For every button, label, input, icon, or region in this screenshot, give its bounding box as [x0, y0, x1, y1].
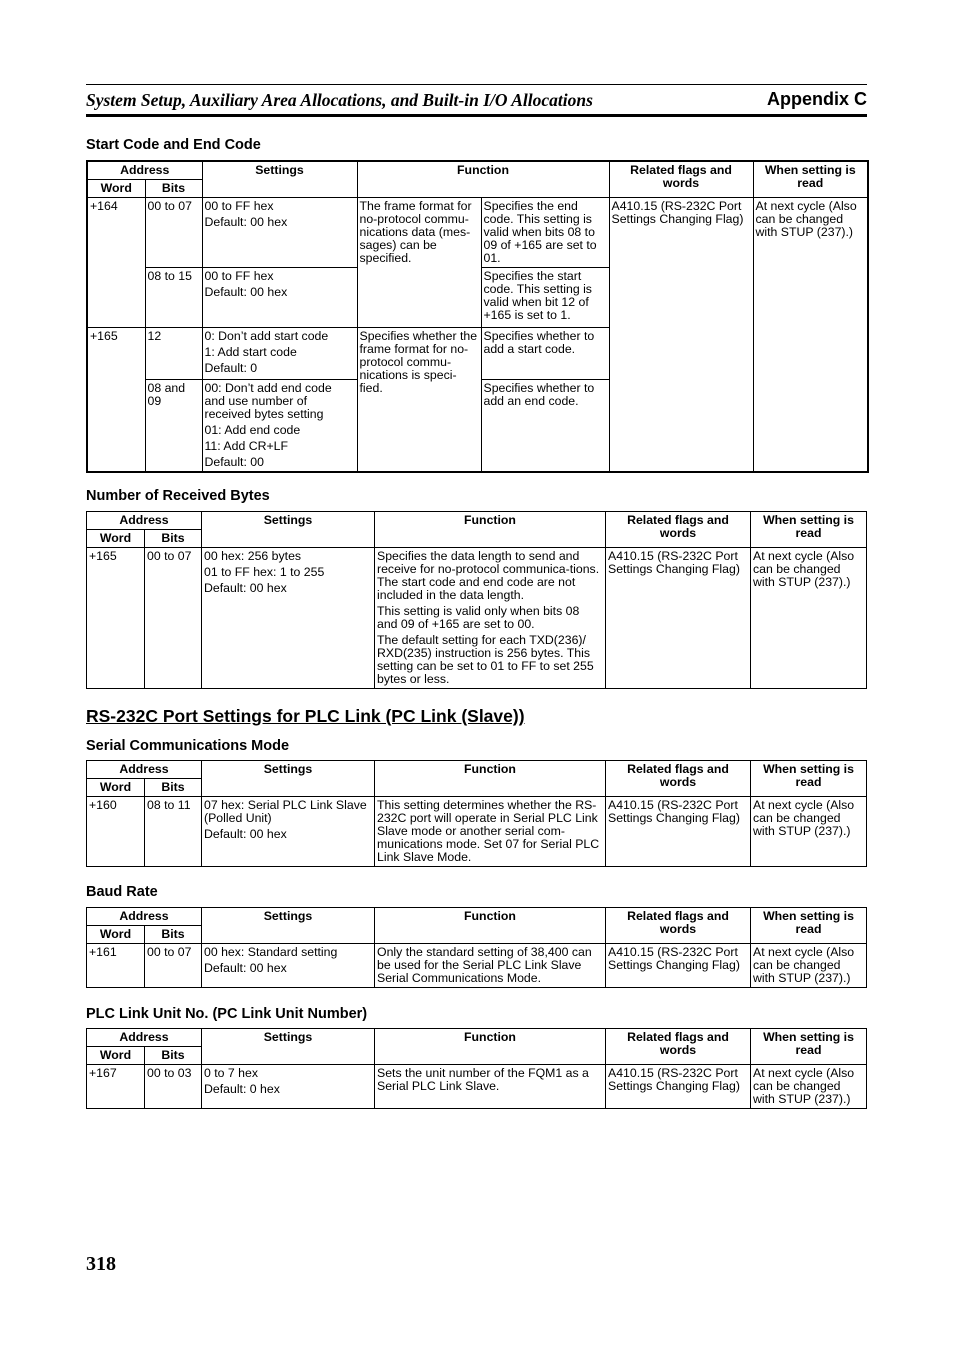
setting-line: 00 hex: 256 bytes — [204, 549, 302, 563]
cell-function: Specifies whether to add a start code. — [481, 328, 609, 380]
cell-bits: 00 to 07 — [145, 198, 202, 268]
col-when: When setting is read — [751, 512, 867, 548]
table-header-row — [87, 512, 867, 530]
cell-when: At next cycle (Also can be changed with STUP (237).) — [751, 548, 867, 689]
function-paragraph: The default setting for each TXD(236)/ RXD(235) instruction is 256 bytes. This setting can be set to 01 to FF to set 255 bytes or less. — [377, 633, 594, 686]
table-row — [87, 1065, 867, 1109]
setting-line: Default: 0 hex — [204, 1082, 280, 1096]
section-heading-start-end-code: Start Code and End Code — [86, 137, 261, 153]
col-when: When setting is read — [751, 761, 867, 797]
col-settings: Settings — [202, 512, 375, 548]
cell-related: A410.15 (RS-232C Port Settings Changing Flag) — [606, 548, 751, 689]
function-paragraph: This setting is valid only when bits 08 and 09 of +165 are set to 00. — [377, 604, 580, 631]
col-word: Word — [87, 180, 145, 198]
col-bits: Bits — [145, 926, 202, 944]
cell-function — [375, 548, 606, 689]
cell-function: Specifies the end code. This setting is valid when bits 08 to 09 of +165 are set to 01. — [481, 198, 609, 268]
setting-line: 11: Add CR+LF — [204, 439, 289, 453]
col-word: Word — [87, 926, 145, 944]
setting-line: 01: Add end code — [204, 423, 301, 437]
cell-bits: 08 to 11 — [145, 797, 202, 867]
col-bits: Bits — [145, 530, 202, 548]
col-bits: Bits — [145, 779, 202, 797]
col-related: Related flags and words — [606, 1029, 751, 1065]
table-start-end-code — [86, 160, 869, 473]
cell-word: +160 — [87, 797, 145, 867]
col-address: Address — [87, 908, 202, 926]
section-heading-plc-link: RS-232C Port Settings for PLC Link (PC Link (Slave)) — [86, 706, 525, 726]
col-settings: Settings — [202, 1029, 375, 1065]
cell-function: This setting determines whether the RS-232C port will operate in Serial PLC Link Slave mode or another serial com-munications mode. Set 07 for Serial PLC Link Slave Mode. — [375, 797, 606, 867]
cell-when: At next cycle (Also can be changed with STUP (237).) — [753, 198, 868, 473]
col-settings: Settings — [202, 908, 375, 944]
setting-line: Default: 0 — [204, 361, 258, 375]
cell-word: +167 — [87, 1065, 145, 1109]
cell-when: At next cycle (Also can be changed with STUP (237).) — [751, 1065, 867, 1109]
cell-bits: 08 to 15 — [145, 268, 202, 328]
cell-settings — [202, 198, 357, 268]
cell-function-common: The frame format for no-protocol commu-nications data (mes-sages) can be specified. — [357, 198, 481, 328]
col-word: Word — [87, 1047, 145, 1065]
setting-line: 1: Add start code — [204, 345, 297, 359]
cell-settings — [202, 944, 375, 988]
setting-line: Default: 00 hex — [204, 827, 287, 841]
col-related: Related flags and words — [606, 761, 751, 797]
cell-bits: 08 and 09 — [145, 380, 202, 473]
cell-function: Sets the unit number of the FQM1 as a Serial PLC Link Slave. — [375, 1065, 606, 1109]
table-header-row — [87, 761, 867, 779]
setting-line: 00 to FF hex — [204, 269, 274, 283]
col-when: When setting is read — [751, 908, 867, 944]
cell-related: A410.15 (RS-232C Port Settings Changing Flag) — [609, 198, 753, 473]
col-settings: Settings — [202, 161, 357, 198]
cell-settings — [202, 548, 375, 689]
appendix-label: Appendix C — [766, 89, 867, 109]
cell-word: +161 — [87, 944, 145, 988]
table-row — [87, 944, 867, 988]
col-function: Function — [375, 761, 606, 797]
col-bits: Bits — [145, 180, 202, 198]
page-number: 318 — [86, 1253, 116, 1275]
cell-function-common: Specifies whether the frame format for no-protocol commu-nications is speci-fied. — [357, 328, 481, 473]
running-header-title: System Setup, Auxiliary Area Allocations, and Built-in I/O Allocations — [86, 90, 593, 110]
table-row — [87, 548, 867, 689]
cell-function: Specifies the start code. This setting is valid when bit 12 of +165 is set to 1. — [481, 268, 609, 328]
cell-function: Only the standard setting of 38,400 can be used for the Serial PLC Link Slave Serial Communications Mode. — [375, 944, 606, 988]
section-heading-received-bytes: Number of Received Bytes — [86, 488, 270, 504]
col-related: Related flags and words — [606, 908, 751, 944]
col-address: Address — [87, 161, 202, 180]
cell-settings — [202, 797, 375, 867]
col-settings: Settings — [202, 761, 375, 797]
col-bits: Bits — [145, 1047, 202, 1065]
setting-line: 07 hex: Serial PLC Link Slave (Polled Unit) — [204, 798, 367, 825]
setting-line: Default: 00 hex — [204, 215, 288, 229]
col-function: Function — [375, 908, 606, 944]
cell-word: +165 — [87, 548, 145, 689]
col-function: Function — [357, 161, 609, 198]
setting-line: Default: 00 hex — [204, 581, 287, 595]
col-address: Address — [87, 512, 202, 530]
col-when: When setting is read — [753, 161, 868, 198]
col-word: Word — [87, 530, 145, 548]
cell-related: A410.15 (RS-232C Port Settings Changing Flag) — [606, 797, 751, 867]
col-related: Related flags and words — [609, 161, 753, 198]
header-top-rule — [86, 84, 867, 85]
table-received-bytes — [86, 511, 867, 689]
setting-line: Default: 00 hex — [204, 285, 288, 299]
table-header-row — [87, 1029, 867, 1047]
cell-when: At next cycle (Also can be changed with STUP (237).) — [751, 944, 867, 988]
cell-bits: 00 to 07 — [145, 548, 202, 689]
col-word: Word — [87, 779, 145, 797]
cell-settings — [202, 380, 357, 473]
cell-settings — [202, 268, 357, 328]
cell-settings — [202, 328, 357, 380]
section-heading-baud-rate: Baud Rate — [86, 884, 158, 900]
table-row — [87, 797, 867, 867]
header-bottom-rule — [86, 114, 867, 117]
setting-line: 0 to 7 hex — [204, 1066, 259, 1080]
table-unit-no — [86, 1028, 867, 1109]
cell-bits: 12 — [145, 328, 202, 380]
col-function: Function — [375, 512, 606, 548]
section-heading-serial-mode: Serial Communications Mode — [86, 738, 290, 754]
table-header-row — [87, 161, 868, 180]
table-serial-mode — [86, 760, 867, 867]
cell-when: At next cycle (Also can be changed with STUP (237).) — [751, 797, 867, 867]
setting-line: 00: Don’t add end code and use number of received bytes setting — [204, 381, 332, 421]
col-address: Address — [87, 1029, 202, 1047]
setting-line: 01 to FF hex: 1 to 255 — [204, 565, 325, 579]
cell-settings — [202, 1065, 375, 1109]
function-paragraph: Specifies the data length to send and receive for no-protocol communica-tions. The start code and end code are not included in the data length. — [377, 549, 600, 602]
col-function: Function — [375, 1029, 606, 1065]
cell-word: +165 — [87, 328, 145, 473]
cell-word: +164 — [87, 198, 145, 328]
col-related: Related flags and words — [606, 512, 751, 548]
cell-bits: 00 to 03 — [145, 1065, 202, 1109]
table-header-row — [87, 908, 867, 926]
col-when: When setting is read — [751, 1029, 867, 1065]
setting-line: 0: Don’t add start code — [204, 329, 329, 343]
setting-line: Default: 00 — [204, 455, 264, 469]
col-address: Address — [87, 761, 202, 779]
cell-function: Specifies whether to add an end code. — [481, 380, 609, 473]
setting-line: 00 to FF hex — [204, 199, 274, 213]
cell-related: A410.15 (RS-232C Port Settings Changing Flag) — [606, 1065, 751, 1109]
table-baud-rate — [86, 907, 867, 988]
cell-related: A410.15 (RS-232C Port Settings Changing Flag) — [606, 944, 751, 988]
cell-bits: 00 to 07 — [145, 944, 202, 988]
table-row — [87, 198, 868, 268]
setting-line: 00 hex: Standard setting — [204, 945, 338, 959]
setting-line: Default: 00 hex — [204, 961, 287, 975]
section-heading-unit-no: PLC Link Unit No. (PC Link Unit Number) — [86, 1006, 368, 1022]
